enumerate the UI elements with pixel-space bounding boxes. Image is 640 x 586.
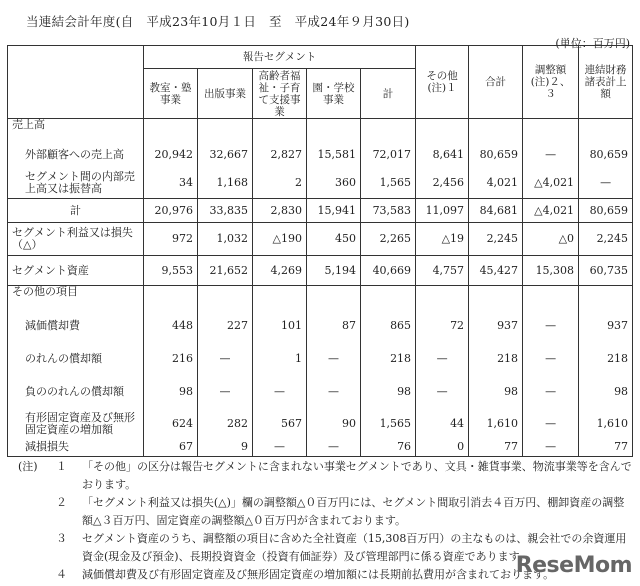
cell-value: 98 [469, 376, 523, 409]
cell-value: 15,308 [523, 256, 579, 286]
cell-value: 8,641 [416, 141, 469, 169]
cell-value: — [198, 376, 253, 409]
cell-value: 20,976 [144, 199, 198, 223]
cell-value: 60,735 [579, 256, 633, 286]
cell-value: 218 [579, 343, 633, 376]
cell-value: 216 [144, 343, 198, 376]
cell-value: 77 [469, 439, 523, 457]
cell-value [253, 286, 307, 310]
header-total: 合計 [469, 46, 523, 119]
header-blank [8, 46, 144, 119]
cell-value: 2,265 [361, 223, 416, 256]
cell-value: 1,032 [198, 223, 253, 256]
cell-value: — [198, 343, 253, 376]
cell-value: 101 [253, 310, 307, 343]
row-label: 負ののれんの償却額 [8, 376, 144, 409]
row-label: セグメント資産 [8, 256, 144, 286]
period-title: 当連結会計年度(自 平成23年10月１日 至 平成24年９月30日) [26, 14, 410, 29]
cell-value: 2 [253, 169, 307, 199]
cell-value: 2,245 [469, 223, 523, 256]
cell-value: — [253, 376, 307, 409]
cell-value [361, 119, 416, 141]
row-label: 外部顧客への売上高 [8, 141, 144, 169]
cell-value: — [523, 343, 579, 376]
cell-value: 4,021 [469, 169, 523, 199]
row-label: 売上高 [8, 119, 144, 141]
cell-value: 90 [307, 409, 361, 439]
note-item [18, 494, 633, 530]
note-text: 「セグメント利益又は損失(△)」欄の調整額△０百万円には、セグメント間取引消去４百万円、棚卸資産の調整額△３百万円、固定資産の調整額△０百万円が含まれております。 [82, 496, 625, 527]
cell-value: 80,659 [469, 141, 523, 169]
cell-value: 1,565 [361, 409, 416, 439]
cell-value [198, 119, 253, 141]
cell-value: 9,553 [144, 256, 198, 286]
table-row [8, 119, 633, 141]
segment-table [7, 45, 633, 457]
cell-value: 87 [307, 310, 361, 343]
cell-value: — [579, 169, 633, 199]
cell-value: △4,021 [523, 169, 579, 199]
cell-value: 72,017 [361, 141, 416, 169]
cell-value: 45,427 [469, 256, 523, 286]
row-label: のれんの償却額 [8, 343, 144, 376]
cell-value: 40,669 [361, 256, 416, 286]
cell-value [523, 286, 579, 310]
header-col: 高齢者福祉・子育て支援事業 [253, 69, 307, 119]
cell-value: 44 [416, 409, 469, 439]
header-consolidated: 連結財務諸表計上額 [579, 46, 633, 119]
cell-value: — [523, 439, 579, 457]
cell-value: 1,168 [198, 169, 253, 199]
note-text: 減価償却費及び有形固定資産及び無形固定資産の増加額には長期前払費用が含まれております。 [82, 568, 555, 581]
cell-value [307, 286, 361, 310]
cell-value: 67 [144, 439, 198, 457]
cell-value: 84,681 [469, 199, 523, 223]
cell-value: — [307, 439, 361, 457]
cell-value: 2,830 [253, 199, 307, 223]
cell-value: 21,652 [198, 256, 253, 286]
cell-value: △190 [253, 223, 307, 256]
cell-value: 2,245 [579, 223, 633, 256]
cell-value [523, 119, 579, 141]
table-row [8, 223, 633, 256]
cell-value: 98 [579, 376, 633, 409]
cell-value [579, 286, 633, 310]
row-label: 減損損失 [8, 439, 144, 457]
cell-value: 98 [361, 376, 416, 409]
cell-value: 15,941 [307, 199, 361, 223]
table-row [8, 256, 633, 286]
cell-value: 9 [198, 439, 253, 457]
cell-value: 98 [144, 376, 198, 409]
note-number: ４ [56, 568, 67, 581]
table-row [8, 286, 633, 310]
cell-value: 448 [144, 310, 198, 343]
cell-value [361, 286, 416, 310]
cell-value: 80,659 [579, 141, 633, 169]
cell-value: 218 [361, 343, 416, 376]
cell-value: 32,667 [198, 141, 253, 169]
table-row [8, 343, 633, 376]
cell-value: 1,565 [361, 169, 416, 199]
cell-value: 33,835 [198, 199, 253, 223]
cell-value [416, 119, 469, 141]
cell-value: 450 [307, 223, 361, 256]
row-label: その他の項目 [8, 286, 144, 310]
note-text: セグメント資産のうち、調整額の項目に含めた全社資産（15,308百万円）の主なものは、親会社での余資運用資金(現金及び預金)、長期投資資金（投資有価証券）及び管理部門に係る資産であります。 [82, 532, 627, 563]
note-number: ２ [56, 496, 67, 509]
table-row [8, 310, 633, 343]
table-row [8, 409, 633, 439]
cell-value: 227 [198, 310, 253, 343]
table-row [8, 199, 633, 223]
cell-value: 937 [579, 310, 633, 343]
cell-value: — [307, 343, 361, 376]
cell-value: 15,581 [307, 141, 361, 169]
header-adjust: 調整額(注)２、３ [523, 46, 579, 119]
cell-value: 972 [144, 223, 198, 256]
header-col: 計 [361, 69, 416, 119]
cell-value: 282 [198, 409, 253, 439]
note-number: ３ [56, 532, 67, 545]
cell-value: △4,021 [523, 199, 579, 223]
header-col: 園・学校事業 [307, 69, 361, 119]
cell-value: 624 [144, 409, 198, 439]
table-row [8, 169, 633, 199]
cell-value: 865 [361, 310, 416, 343]
cell-value: — [523, 376, 579, 409]
cell-value: — [416, 376, 469, 409]
cell-value: 5,194 [307, 256, 361, 286]
table-row [8, 141, 633, 169]
cell-value: — [307, 376, 361, 409]
table-row [8, 439, 633, 457]
cell-value [253, 119, 307, 141]
row-label: 計 [8, 199, 144, 223]
cell-value: 2,456 [416, 169, 469, 199]
cell-value: 34 [144, 169, 198, 199]
cell-value: △19 [416, 223, 469, 256]
cell-value: 76 [361, 439, 416, 457]
cell-value [144, 286, 198, 310]
header-reported-segment: 報告セグメント [144, 46, 416, 69]
cell-value: 11,097 [416, 199, 469, 223]
row-label: 有形固定資産及び無形固定資産の増加額 [8, 409, 144, 439]
cell-value [469, 286, 523, 310]
row-label: 減価償却費 [8, 310, 144, 343]
cell-value: 72 [416, 310, 469, 343]
cell-value [416, 286, 469, 310]
cell-value: — [523, 409, 579, 439]
cell-value: 1,610 [579, 409, 633, 439]
header-col: 教室・塾事業 [144, 69, 198, 119]
cell-value: 73,583 [361, 199, 416, 223]
cell-value [469, 119, 523, 141]
cell-value: 0 [416, 439, 469, 457]
cell-value: 1,610 [469, 409, 523, 439]
row-label: セグメント利益又は損失（△） [8, 223, 144, 256]
cell-value: 80,659 [579, 199, 633, 223]
cell-value: △0 [523, 223, 579, 256]
cell-value: 218 [469, 343, 523, 376]
cell-value: 2,827 [253, 141, 307, 169]
header-col: 出版事業 [198, 69, 253, 119]
unit-label: (単位：百万円) [555, 37, 630, 50]
note-item [18, 458, 633, 494]
cell-value: 567 [253, 409, 307, 439]
cell-value [579, 119, 633, 141]
row-label: セグメント間の内部売上高又は振替高 [8, 169, 144, 199]
cell-value: 77 [579, 439, 633, 457]
cell-value: 360 [307, 169, 361, 199]
resemom-logo: ReseMom [515, 553, 632, 578]
notes-head: (注) [18, 460, 38, 473]
cell-value: 1 [253, 343, 307, 376]
cell-value [144, 119, 198, 141]
note-text: 「その他」の区分は報告セグメントに含まれない事業セグメントであり、文具・雑貨事業、物流事業等を含んでおります。 [82, 460, 632, 491]
cell-value: — [523, 141, 579, 169]
table-row [8, 376, 633, 409]
cell-value: 937 [469, 310, 523, 343]
cell-value: 20,942 [144, 141, 198, 169]
cell-value: — [253, 439, 307, 457]
cell-value [307, 119, 361, 141]
cell-value: 4,269 [253, 256, 307, 286]
cell-value: — [523, 310, 579, 343]
note-number: １ [56, 460, 67, 473]
cell-value: — [416, 343, 469, 376]
cell-value [198, 286, 253, 310]
cell-value: 4,757 [416, 256, 469, 286]
header-other: その他(注)１ [416, 46, 469, 119]
